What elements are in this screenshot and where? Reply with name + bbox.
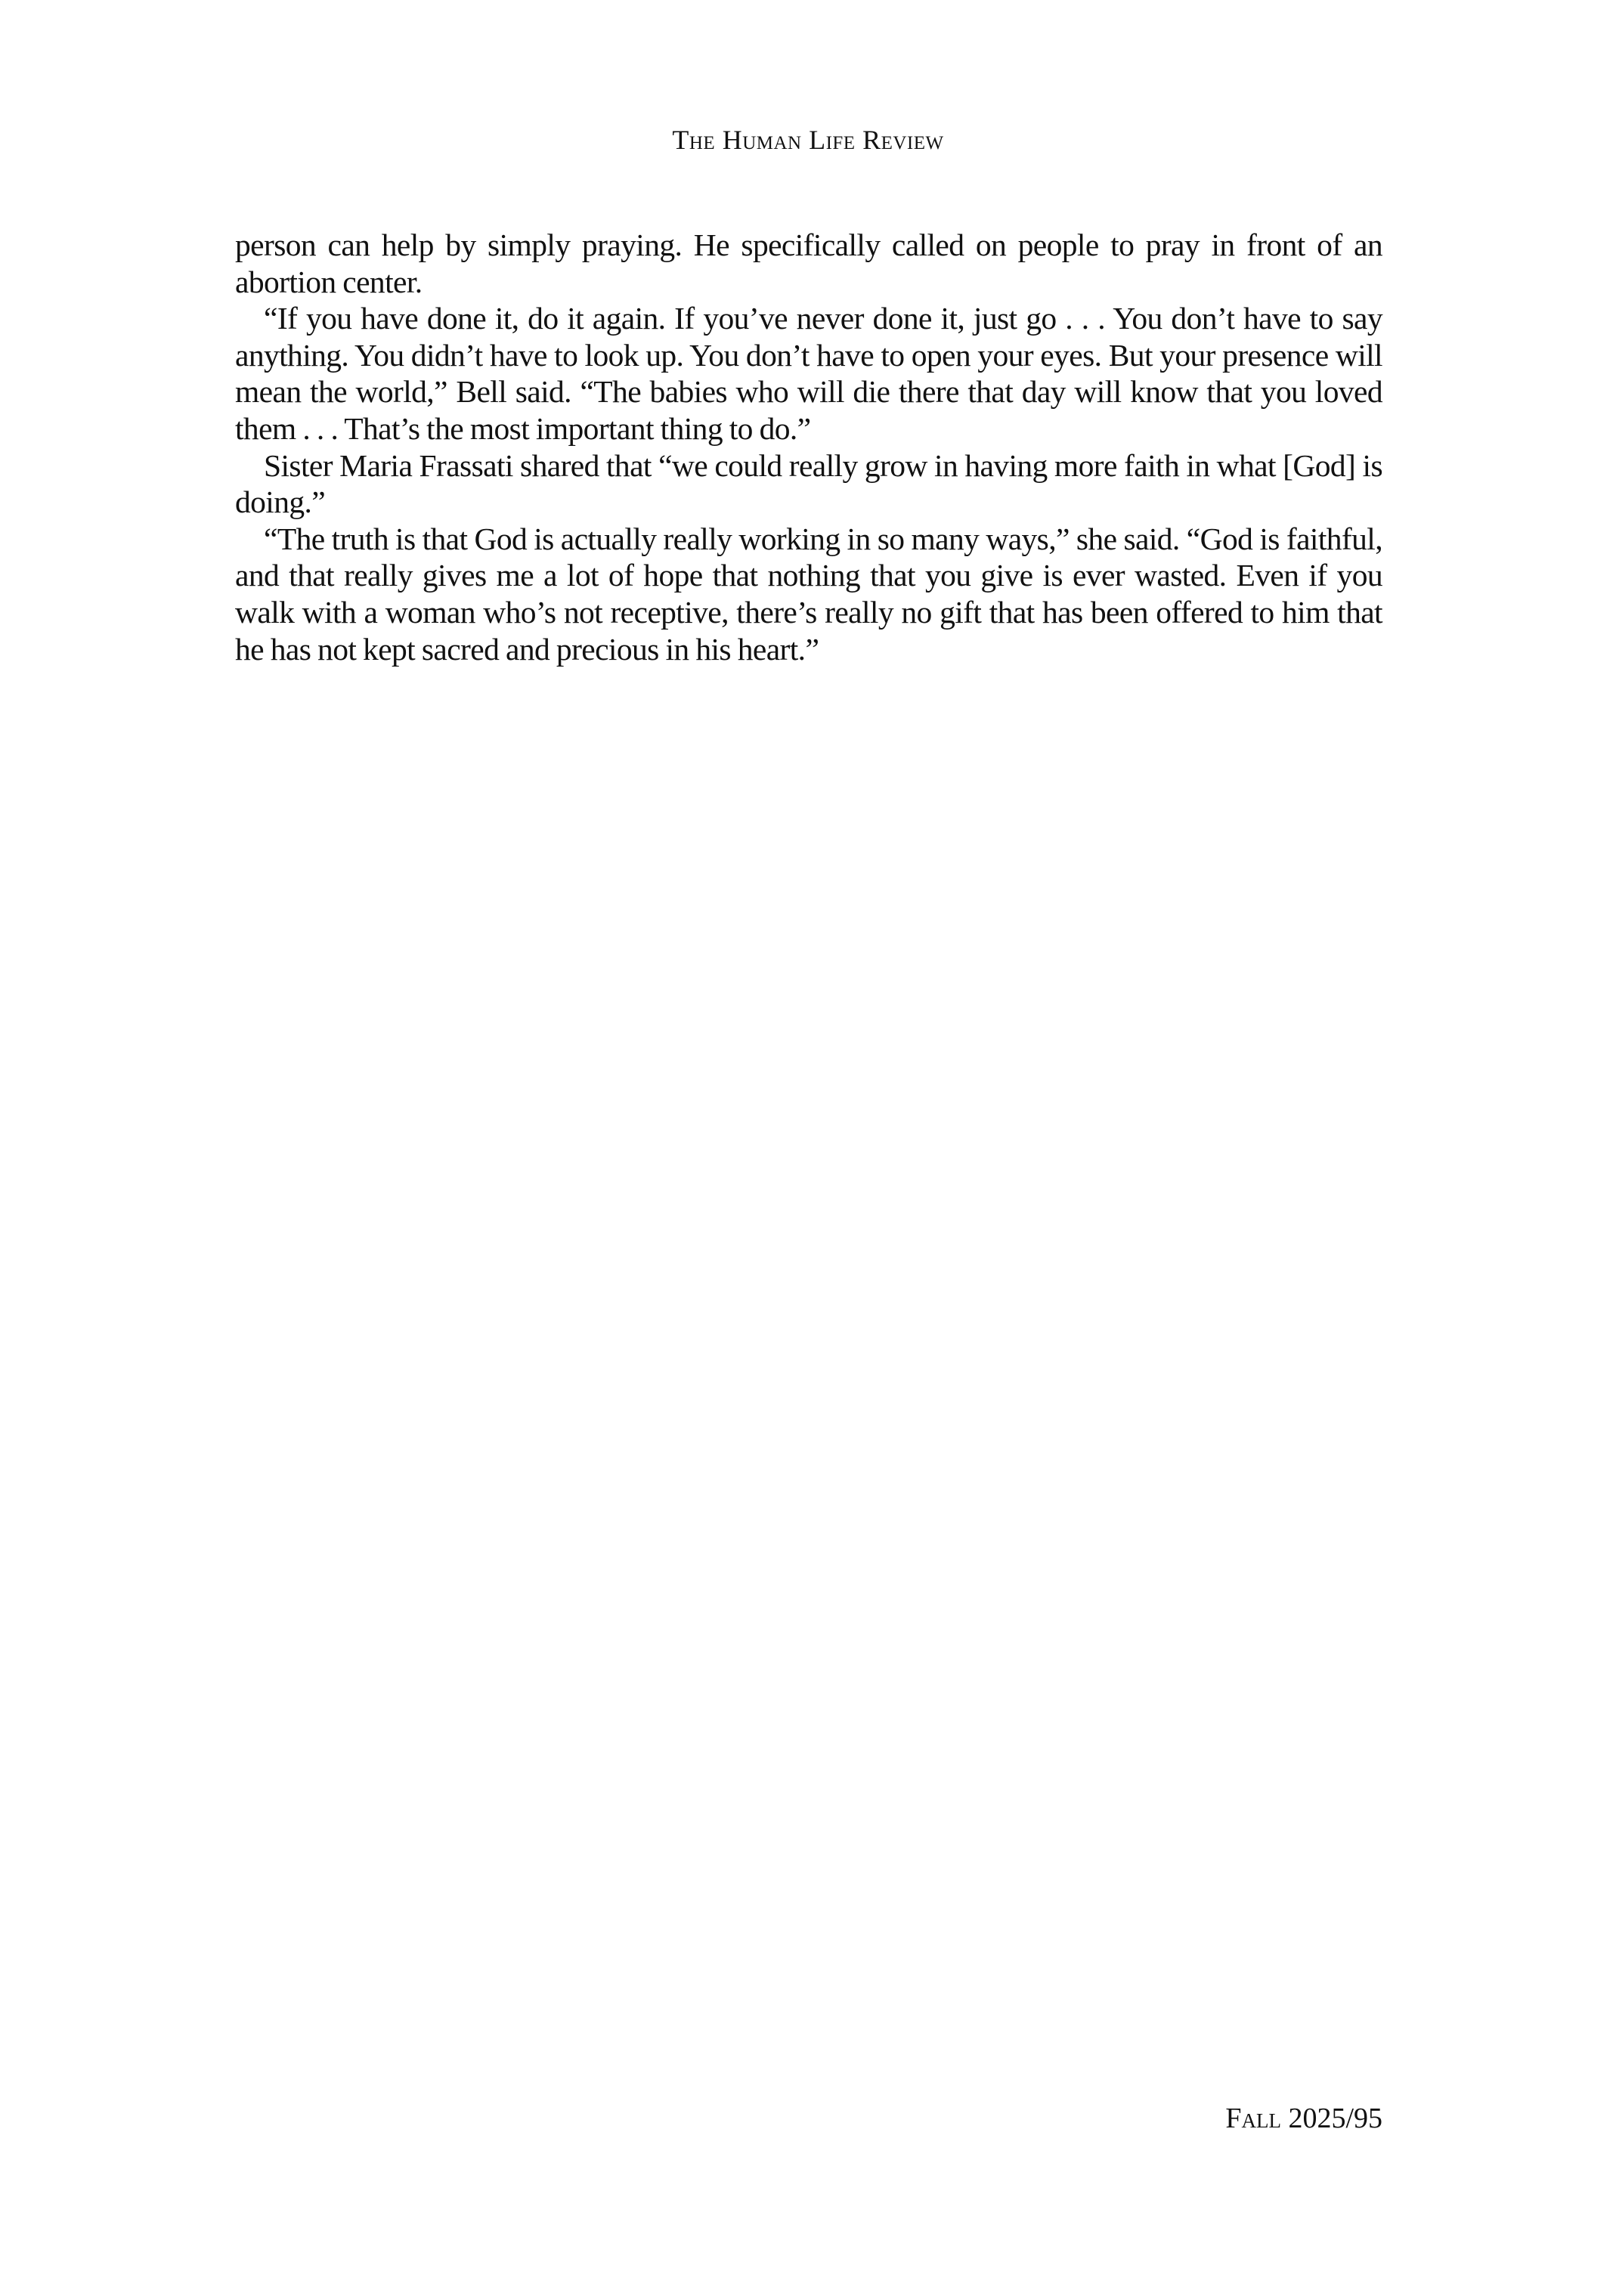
issue-season: Fall	[1225, 2103, 1281, 2134]
running-head: The Human Life Review	[672, 125, 944, 155]
paragraph-bell-quote: “If you have done it, do it again. If you’ve never done it, just go . . . You don’t have to say anything. You didn’t have to look up. You don’t have to open your eyes. But your presence will mean the world,” Bell said. “The babies who will die there that day will know that you loved them . . . That’s the most important thing to do.”	[235, 301, 1382, 446]
paragraph-sister-maria: Sister Maria Frassati shared that “we could really grow in having more faith in what [God] is doing.”	[235, 447, 1382, 520]
article-body	[235, 227, 1382, 667]
paragraph-continued: person can help by simply praying. He specifically called on people to pray in front of an abortion center.	[235, 227, 1382, 299]
page-folio	[235, 2100, 1382, 2137]
issue-year-page: 2025/95	[1288, 2103, 1382, 2134]
paragraph-truth-quote: “The truth is that God is actually really working in so many ways,” she said. “God is faithful, and that really gives me a lot of hope that nothing that you give is ever wasted. Even if you walk with a woman who’s not receptive, there’s really no gift that has been offered to him that he has not kept sacred and precious in his heart.”	[235, 521, 1382, 667]
